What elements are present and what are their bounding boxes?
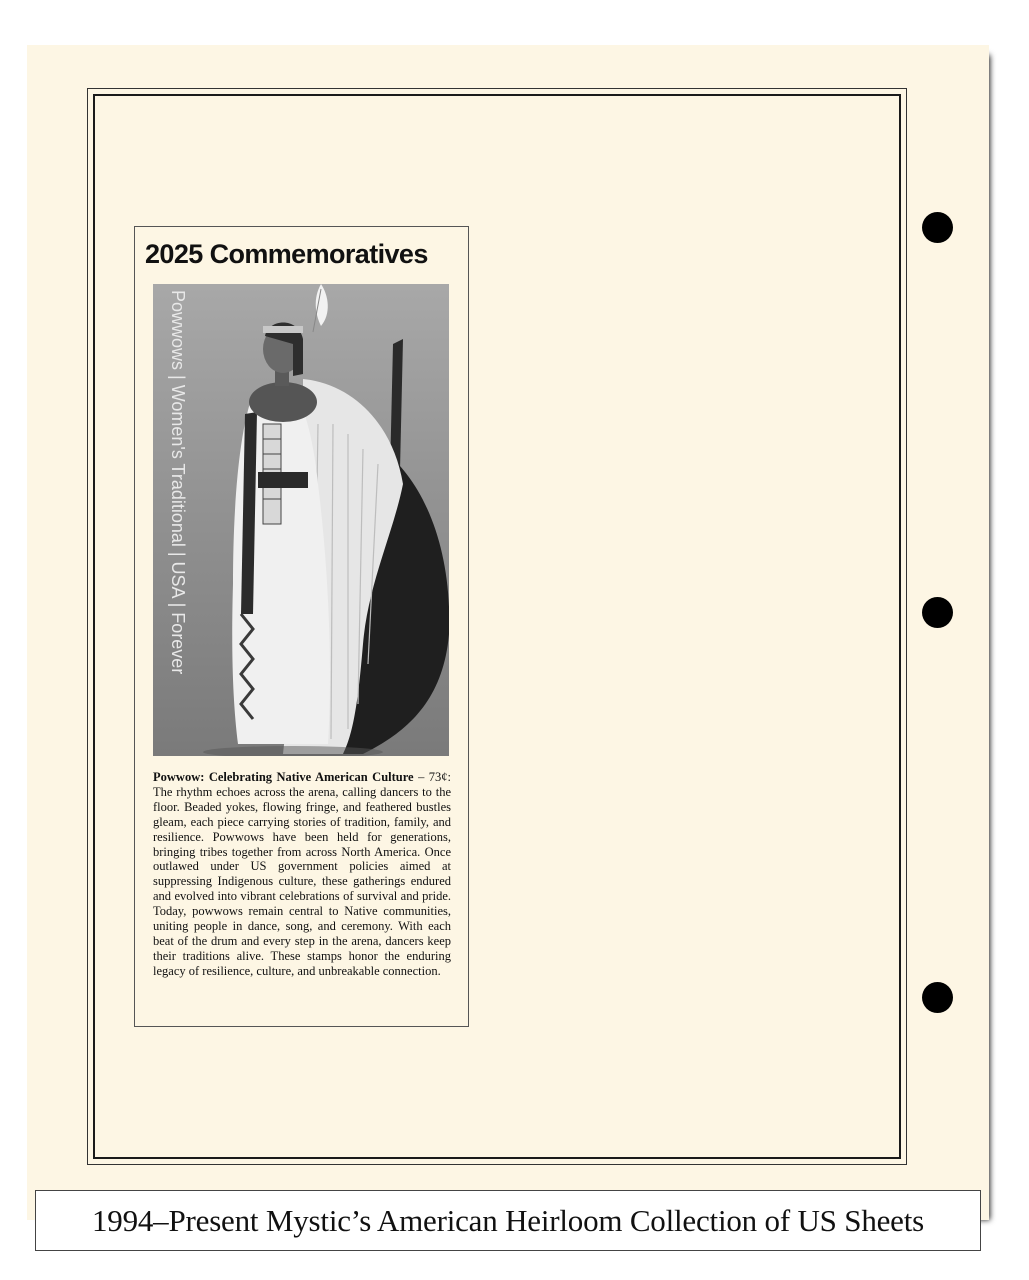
description-title: Powwow: Celebrating Native American Culture [153,770,414,784]
dancer-illustration [153,284,449,756]
collection-banner: 1994–Present Mystic’s American Heirloom Collection of US Sheets [35,1190,981,1251]
description-body: The rhythm echoes across the arena, calling dancers to the floor. Beaded yokes, flowing fringe, and feathered bustles gleam, each piece carrying stories of tradition, family, and resilience. Powwows have been held for generations, bringing tribes together from across North America. Once outlawed under US government policies aimed at suppressing Indigenous culture, these gatherings endured and evolved into vibrant celebrations of survival and pride. Today, powwows remain central to Native communities, uniting people in dance, song, and ceremony. With each beat of the drum and every step in the arena, dancers keep their traditions alive. These stamps honor the enduring legacy of resilience, culture, and unbreakable connection. [153,784,451,978]
stamp-panel [134,226,469,1027]
album-page [27,45,989,1220]
stamp-image [153,284,449,756]
punch-hole-bottom [922,982,953,1013]
stamp-caption: Powwows | Women's Traditional | USA | Forever [168,290,188,675]
punch-hole-top [922,212,953,243]
stamp-description [153,770,451,979]
panel-heading: 2025 Commemoratives [145,239,428,269]
punch-hole-middle [922,597,953,628]
description-price: – 73¢: [418,770,452,784]
